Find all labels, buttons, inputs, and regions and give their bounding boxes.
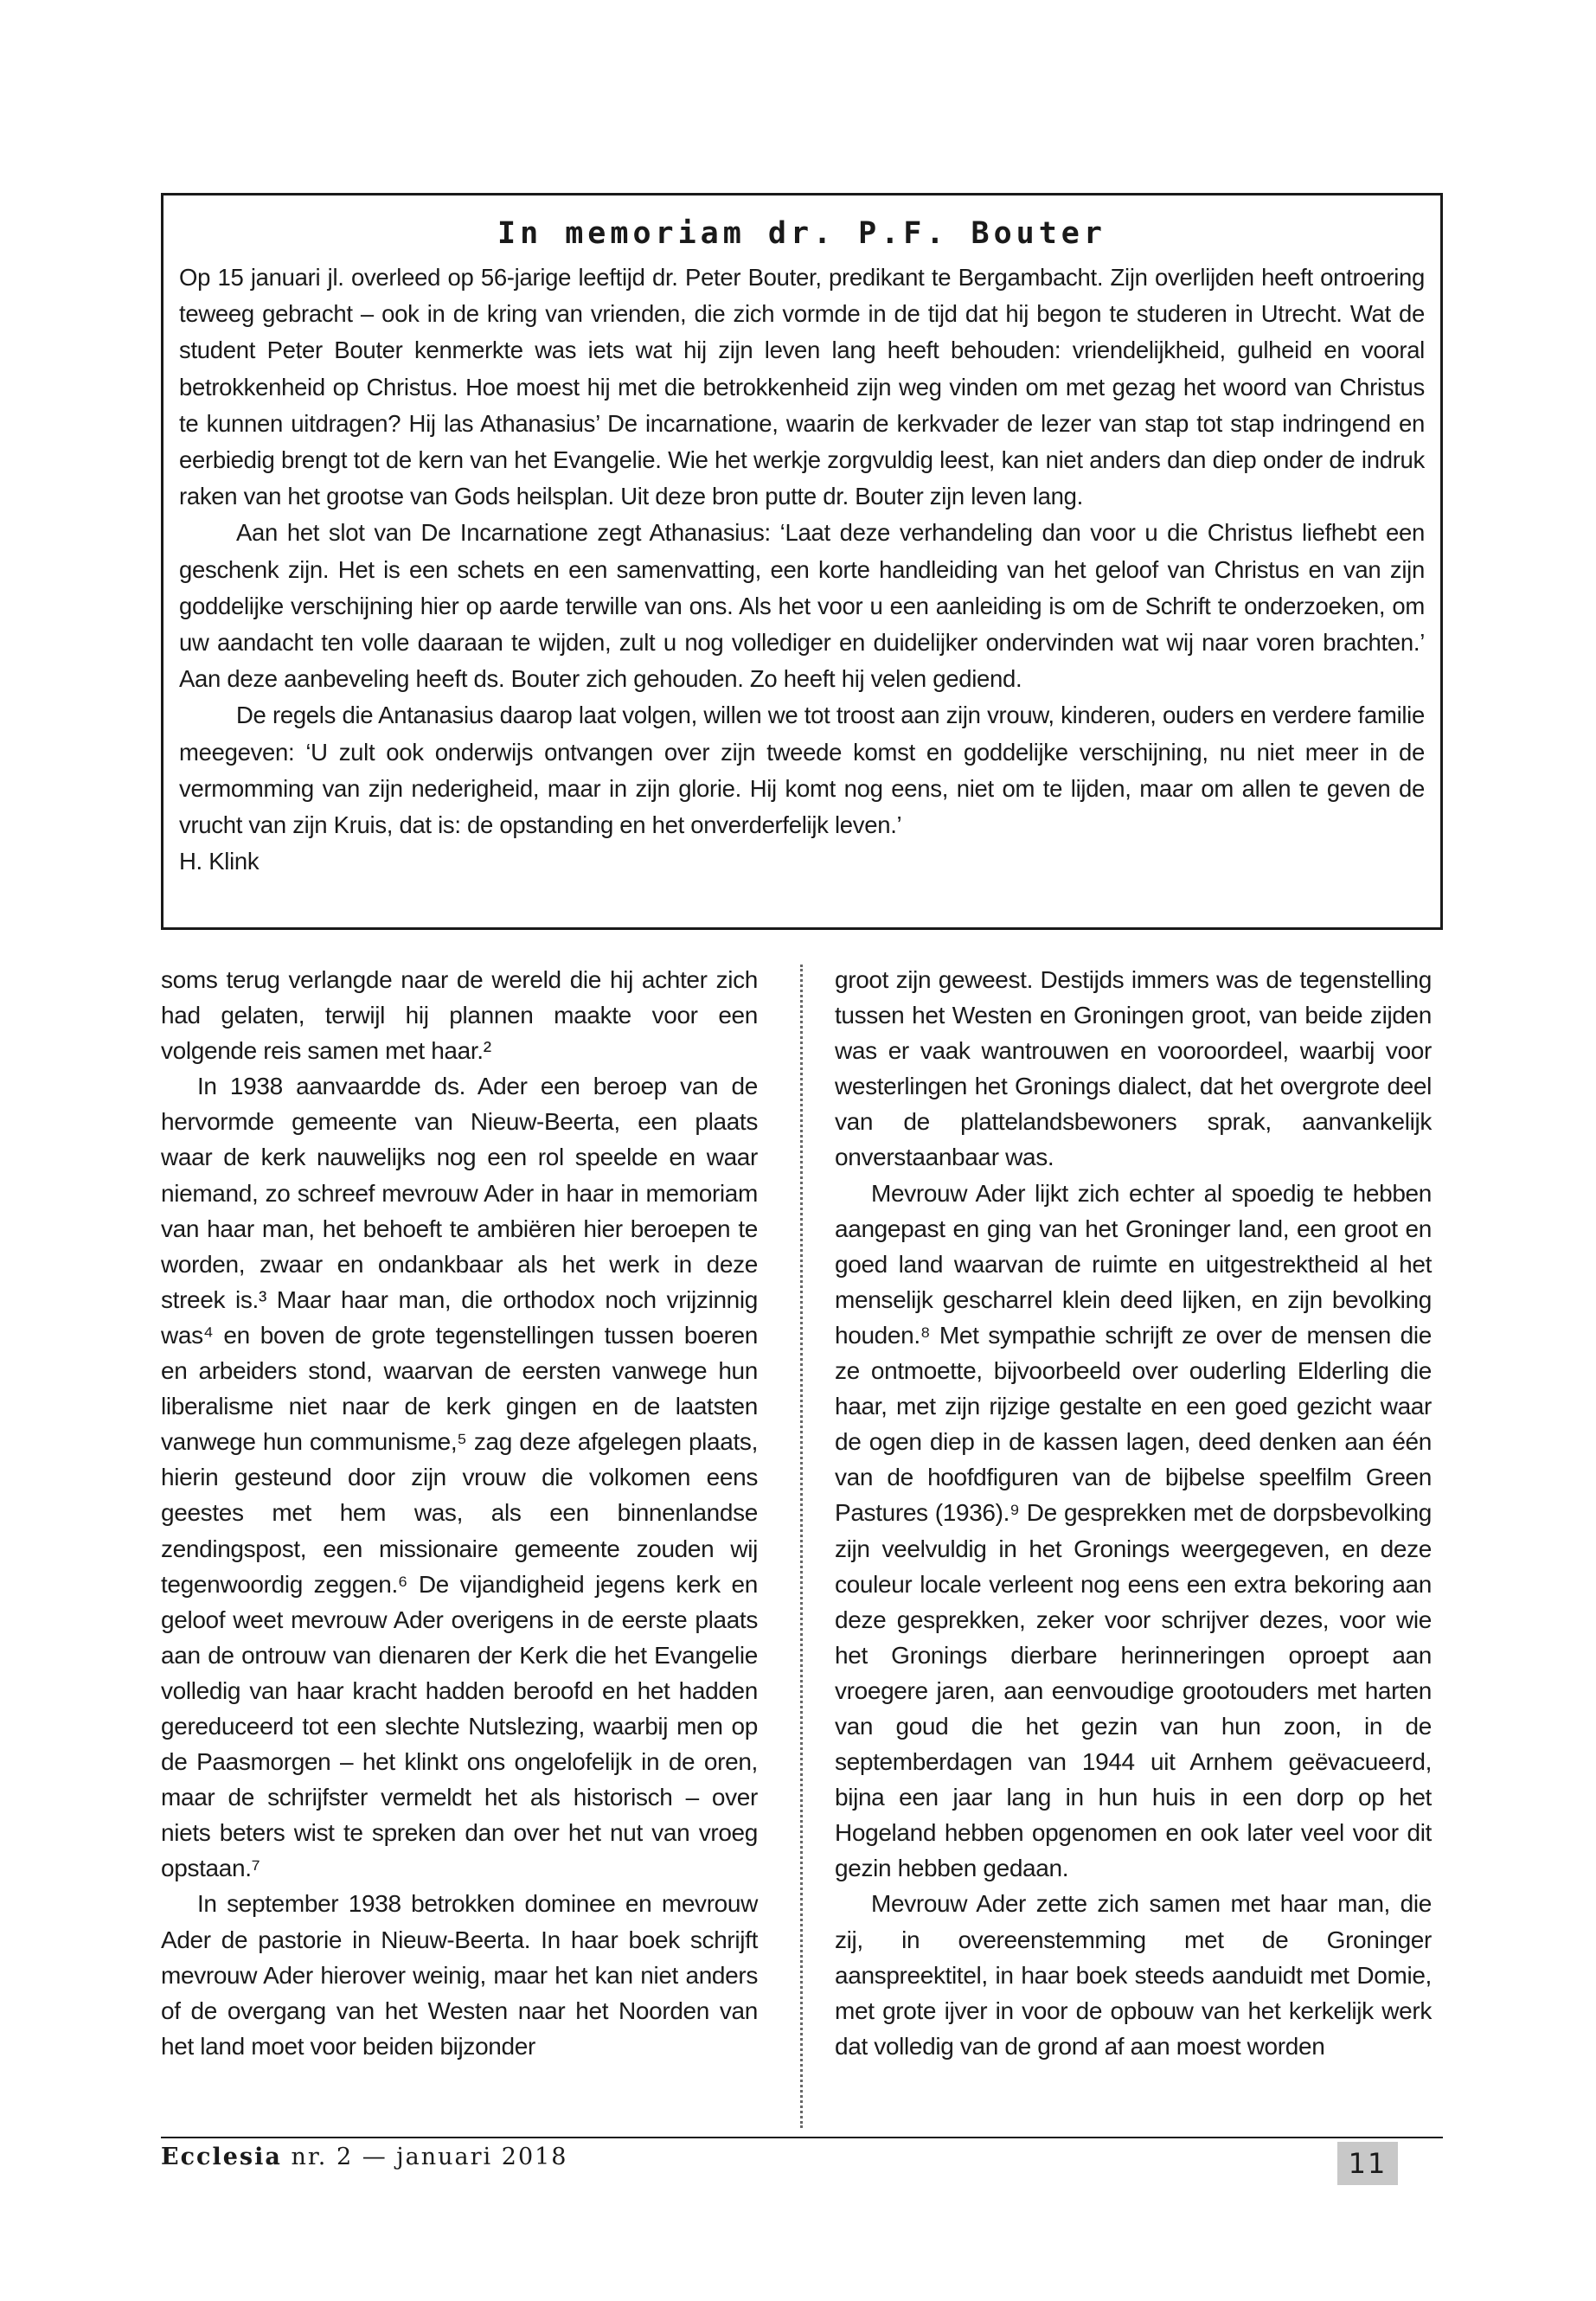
body-paragraph: Mevrouw Ader zette zich samen met haar man, die zij, in overeenstemming met de Groninger aanspreektitel, in haar boek steeds aanduidt met Domie, met grote ijver in voor de opbouw van het kerkelijk werk dat volledig van de grond af aan moest worden xyxy=(835,1890,1432,2060)
journal-issue: nr. 2 — januari 2018 xyxy=(291,2144,568,2170)
right-column xyxy=(835,962,1432,2064)
memoriam-paragraph: Aan het slot van De Incarnatione zegt Athanasius: ‘Laat deze verhandeling dan voor u die Christus liefhebt een geschenk zijn. Het is een schets en een samenvatting, een korte handleiding van het geloof van Christus en van zijn goddelijke verschijning hier op aarde terwille van ons. Als het voor u een aanleiding is om de Schrift te onderzoeken, om uw aandacht ten volle daaraan te wijden, zult u nog vollediger en duidelijker ondervinden wat wij naar voren brachten.’ Aan deze aanbeveling heeft ds. Bouter zich gehouden. Zo heeft hij velen gediend. xyxy=(179,519,1425,693)
body-paragraph: In september 1938 betrokken dominee en mevrouw Ader de pastorie in Nieuw-Beerta. In haar boek schrijft mevrouw Ader hierover weinig, maar het kan niet anders of de overgang van het Westen naar het Noorden van het land moet voor beiden bijzonder xyxy=(161,1890,758,2060)
memoriam-paragraph: Op 15 januari jl. overleed op 56-jarige leeftijd dr. Peter Bouter, predikant te Bergambacht. Zijn overlijden heeft ontroering teweeg gebracht – ook in de kring van vrienden, die zich vormde in de tijd dat hij begon te studeren in Utrecht. Wat de student Peter Bouter kenmerkte was iets wat hij zijn leven lang heeft behouden: vriendelijkheid, gulheid en vooral betrokkenheid op Christus. Hoe moest hij met die betrokkenheid zijn weg vinden om met gezag het woord van Christus te kunnen uitdragen? Hij las Athanasius’ De incarnatione, waarin de kerkvader de lezer van stap tot stap indringend en eerbiedig brengt tot de kern van het Evangelie. Wie het werkje zorgvuldig leest, kan niet anders dan diep onder de indruk raken van het grootse van Gods heilsplan. Uit deze bron putte dr. Bouter zijn leven lang. xyxy=(179,264,1425,510)
journal-name: Ecclesia xyxy=(161,2144,282,2170)
memoriam-signature: H. Klink xyxy=(179,848,260,875)
memoriam-body xyxy=(179,260,1425,880)
column-divider xyxy=(800,965,803,2128)
page-number: 11 xyxy=(1337,2142,1398,2185)
footer-rule xyxy=(161,2137,1443,2138)
body-paragraph: soms terug verlangde naar de wereld die hij achter zich had gelaten, terwijl hij plannen maakte voor een volgende reis samen met haar.² xyxy=(161,966,758,1065)
body-paragraph: groot zijn geweest. Destijds immers was de tegenstelling tussen het Westen en Groningen groot, van beide zijden was er vaak wantrouwen en vooroordeel, waarbij voor westerlingen het Gronings dialect, dat het overgrote deel van de plattelandsbewoners sprak, aanvankelijk onverstaanbaar was. xyxy=(835,966,1432,1171)
body-paragraph: Mevrouw Ader lijkt zich echter al spoedig te hebben aangepast en ging van het Groninger land, een groot en goed land waarvan de ruimte en uitgestrektheid al het menselijk gescharrel klein deed lijken, en zijn bevolking houden.⁸ Met sympathie schrijft ze over de mensen die ze ontmoette, bijvoorbeeld over ouderling Elderling die haar, met zijn rijzige gestalte en een goed gezicht waar de ogen diep in de kassen lagen, deed denken aan één van de hoofdfiguren van de bijbelse speelfilm Green Pastures (1936).⁹ De gesprekken met de dorpsbevolking zijn veelvuldig in het Gronings weergegeven, en deze couleur locale verleent nog eens een extra bekoring aan deze gesprekken, zeker voor schrijver dezes, voor wie het Gronings dierbare herinneringen oproept aan vroegere jaren, aan eenvoudige grootouders met harten van goud die het gezin van hun zoon, in de septemberdagen van 1944 uit Arnhem geëvacueerd, bijna een jaar lang in hun huis in een dorp op het Hogeland hebben opgenomen en ook later veel voor dit gezin hebben gedaan. xyxy=(835,1179,1432,1882)
footer-journal xyxy=(161,2144,567,2170)
memoriam-title: In memoriam dr. P.F. Bouter xyxy=(497,216,1106,251)
in-memoriam-box xyxy=(161,193,1443,930)
left-column xyxy=(161,962,758,2064)
body-paragraph: In 1938 aanvaardde ds. Ader een beroep van de hervormde gemeente van Nieuw-Beerta, een plaats waar de kerk nauwelijks nog een rol speelde en waar niemand, zo schreef mevrouw Ader in haar in memoriam van haar man, het behoeft te ambiëren hier beroepen te worden, zwaar en ondankbaar als het werk in deze streek is.³ Maar haar man, die orthodox noch vrijzinnig was⁴ en boven de grote tegenstellingen tussen boeren en arbeiders stond, waarvan de eersten vanwege hun liberalisme niet naar de kerk gingen en de laatsten vanwege hun communisme,⁵ zag deze afgelegen plaats, hierin gesteund door zijn vrouw die volkomen eens geestes met hem was, als een binnenlandse zendingspost, een missionaire gemeente zouden wij tegenwoordig zeggen.⁶ De vijandigheid jegens kerk en geloof weet mevrouw Ader overigens in de eerste plaats aan de ontrouw van dienaren der Kerk die het Evangelie volledig van haar kracht hadden beroofd en het hadden gereduceerd tot een slechte Nutslezing, waarbij men op de Paasmorgen – het klinkt ons ongelofelijk in de oren, maar de schrijfster vermeldt het als historisch – over niets beters wist te spreken dan over het nut van vroeg opstaan.⁷ xyxy=(161,1073,758,1882)
memoriam-paragraph: De regels die Antanasius daarop laat volgen, willen we tot troost aan zijn vrouw, kinderen, ouders en verdere familie meegeven: ‘U zult ook onderwijs ontvangen over zijn tweede komst en goddelijke verschijning, nu niet meer in de vermomming van zijn nederigheid, maar in zijn glorie. Hij komt nog eens, niet om te lijden, maar om allen te geven de vrucht van zijn Kruis, dat is: de opstanding en het onverderfelijk leven.’ xyxy=(179,702,1425,839)
